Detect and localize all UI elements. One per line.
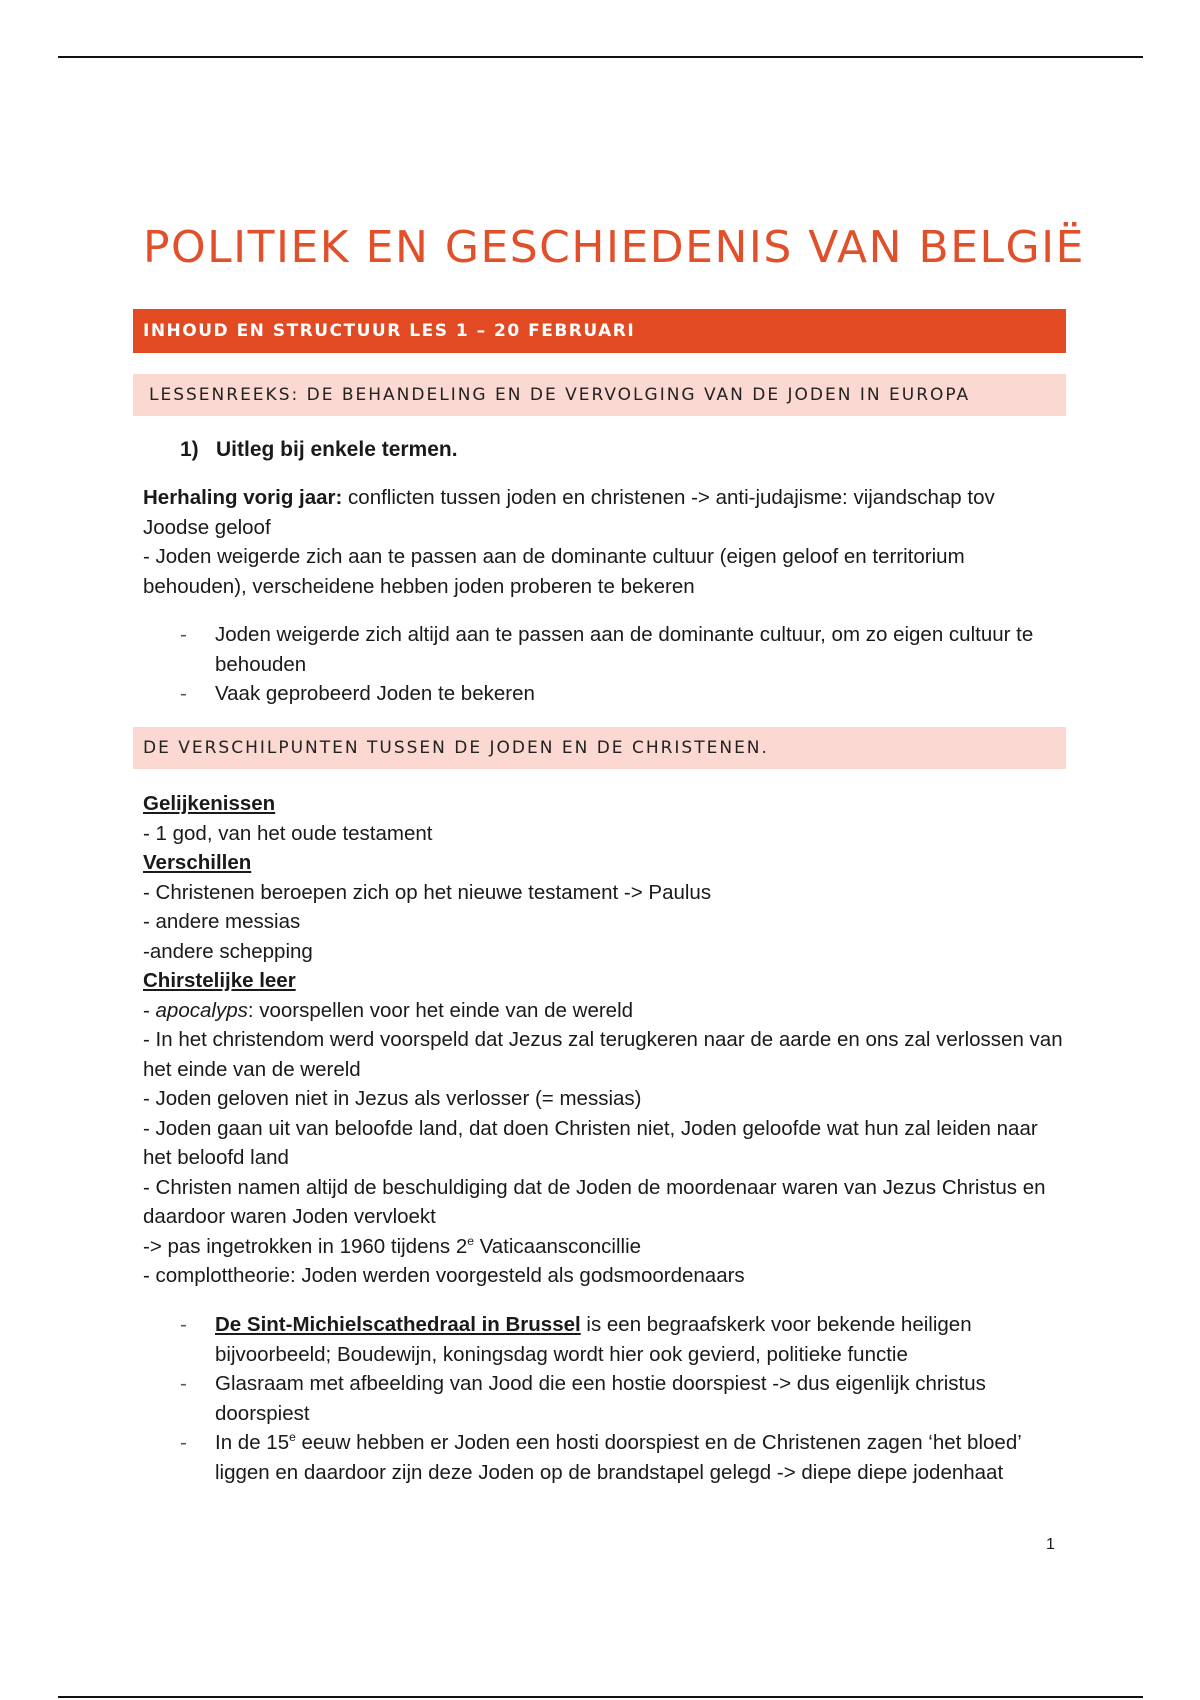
council-suffix: Vaticaansconcillie	[473, 1234, 642, 1258]
bullet-dash-icon: -	[180, 1313, 187, 1336]
century-text: eeuw hebben er Joden een hosti doorspiest en de Christenen zagen ‘het bloed’ liggen en daardoor zijn deze Joden op de brandstapel gelegd -> diepe diepe jodenhaat	[215, 1431, 1022, 1484]
list-item-text: Vaak geprobeerd Joden te bekeren	[215, 682, 535, 705]
doctrine-line: - Christen namen altijd de beschuldiging dat de Joden de moordenaar waren van Jezus Christus en daardoor waren Joden vervloekt	[143, 1175, 1046, 1228]
list-item	[180, 1369, 1065, 1428]
recap-bullet-list	[180, 620, 1065, 709]
bottom-rule	[58, 1696, 1143, 1698]
list-item	[180, 1310, 1065, 1369]
section-band-main-label: INHOUD EN STRUCTUUR LES 1 – 20 FEBRUARI	[143, 321, 636, 341]
bullet-dash-icon: -	[180, 1431, 187, 1454]
century-sup: e	[289, 1430, 296, 1445]
cathedral-text: is een begraafskerk voor bekende heiligen bijvoorbeeld; Boudewijn, koningsdag wordt hier ook gevierd, politieke functie	[215, 1313, 972, 1366]
numbered-heading	[180, 438, 458, 462]
list-item	[180, 679, 1065, 709]
list-item	[180, 1428, 1065, 1487]
apocalyps-term: apocalyps	[155, 998, 248, 1022]
difference-item: -andere schepping	[143, 939, 313, 963]
similarities-heading: Gelijkenissen	[143, 792, 276, 815]
recap-line-2: - Joden weigerde zich aan te passen aan de dominante cultuur (eigen geloof en territorium behouden), verscheidene hebben joden proberen te bekeren	[143, 545, 965, 598]
recap-paragraph	[143, 483, 1063, 601]
bullet-dash-icon: -	[180, 682, 187, 705]
doctrine-heading: Chirstelijke leer	[143, 969, 296, 992]
cathedral-name: De Sint-Michielscathedraal in Brussel	[215, 1313, 581, 1336]
section-band-series	[133, 374, 1066, 416]
section-band-main	[133, 309, 1066, 353]
top-rule	[58, 56, 1143, 58]
council-sup: e	[467, 1233, 474, 1248]
century-prefix: In de 15	[215, 1431, 290, 1454]
conspiracy-line: - complottheorie: Joden werden voorgesteld als godsmoordenaars	[143, 1264, 745, 1287]
recap-text: conflicten tussen joden en christenen -> anti-judajisme: vijandschap tov Joodse geloof	[143, 486, 995, 539]
page-number: 1	[1046, 1536, 1055, 1553]
difference-item: - andere messias	[143, 910, 301, 933]
bullet-dash-icon: -	[180, 623, 187, 646]
cathedral-bullet-list	[180, 1310, 1065, 1487]
doctrine-line: - In het christendom werd voorspeld dat Jezus zal terugkeren naar de aarde en ons zal verlossen van het einde van de wereld	[143, 1028, 1063, 1081]
heading-number: 1)	[180, 438, 199, 461]
council-prefix: -> pas ingetrokken in 1960 tijdens 2	[143, 1234, 468, 1258]
list-item-text: Joden weigerde zich altijd aan te passen aan de dominante cultuur, om zo eigen cultuur te behouden	[215, 623, 1034, 676]
council-line	[143, 1232, 1063, 1262]
doctrine-line: - Joden gaan uit van beloofde land, dat doen Christen niet, Joden geloofde wat hun zal leiden naar het beloofd land	[143, 1116, 1038, 1169]
comparison-block	[143, 789, 1063, 1291]
list-item	[180, 620, 1065, 679]
window-text: Glasraam met afbeelding van Jood die een hostie doorspiest -> dus eigenlijk christus doorspiest	[215, 1372, 986, 1425]
doctrine-line: - Joden geloven niet in Jezus als verlosser (= messias)	[143, 1087, 642, 1110]
apocalyps-text: : voorspellen voor het einde van de wereld	[247, 998, 634, 1022]
section-band-series-label: LESSENREEKS: DE BEHANDELING EN DE VERVOLGING VAN DE JODEN IN EUROPA	[149, 385, 971, 405]
difference-item: - Christenen beroepen zich op het nieuwe testament -> Paulus	[143, 880, 712, 904]
recap-label: Herhaling vorig jaar:	[143, 486, 343, 509]
apocalyps-line	[143, 996, 1063, 1026]
heading-text: Uitleg bij enkele termen.	[216, 438, 458, 461]
similarity-item: - 1 god, van het oude testament	[143, 821, 433, 845]
apocalyps-prefix: -	[143, 998, 156, 1022]
document-title: POLITIEK EN GESCHIEDENIS VAN BELGIË	[143, 222, 1085, 273]
bullet-dash-icon: -	[180, 1372, 187, 1395]
recap-line	[143, 483, 1063, 542]
section-band-differences-label: DE VERSCHILPUNTEN TUSSEN DE JODEN EN DE CHRISTENEN.	[143, 738, 769, 758]
differences-heading: Verschillen	[143, 851, 252, 874]
section-band-differences	[133, 727, 1066, 769]
